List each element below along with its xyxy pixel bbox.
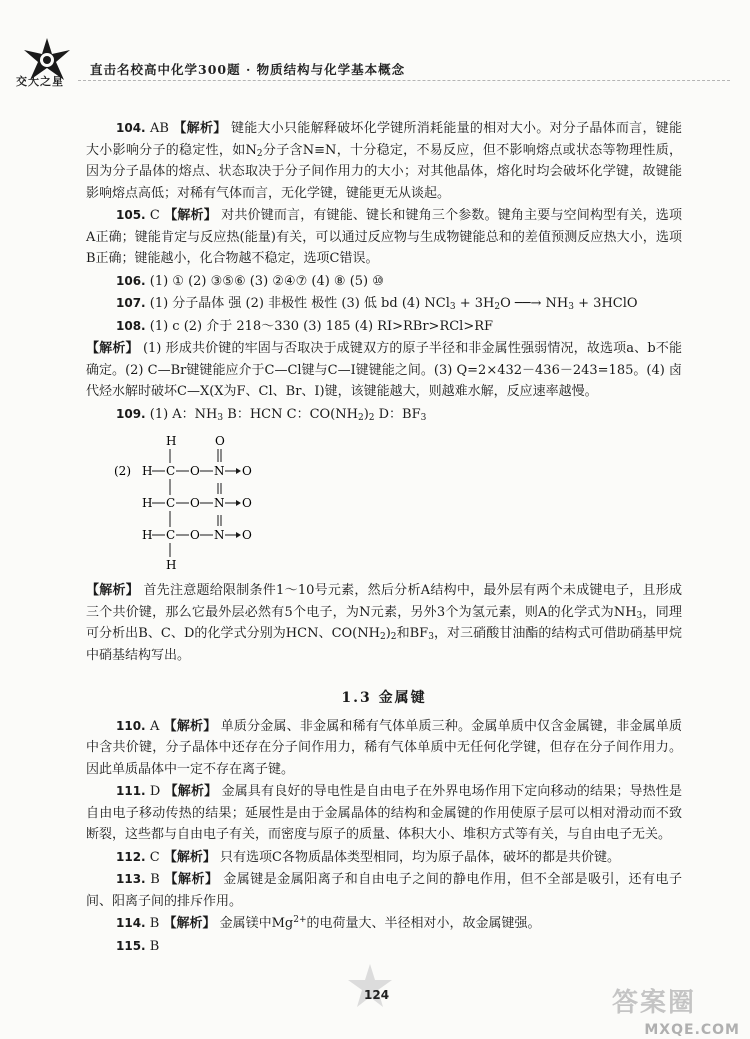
atom-h-bottom: H	[166, 558, 177, 572]
analysis-108: 【解析】 (1) 形成共价键的牢固与否取决于成键双方的原子半径和非金属性强弱情况，故选项a、b不能确定。(2) C—Br键键能应介于C—Cl键与C—I键键能之间。(3) Q=2×432－436－243=185。(4) 卤代烃水解时破坏C—X(X为F、Cl、Br、I)键，该键能越大，则越难水解，反应速率越慢。	[86, 341, 682, 399]
page-number-star-icon	[346, 962, 394, 1010]
atom-o-3b: O	[242, 528, 252, 542]
atom-o-1b: O	[242, 464, 252, 478]
atom-o-3: O	[190, 528, 200, 542]
watermark	[600, 982, 740, 1038]
question-110: 110. A 【解析】 单质分金属、非金属和稀有气体单质三种。金属单质中仅含金属键，非金属单质中含共价键，分子晶体中还存在分子间作用力，稀有气体单质中无任何化学键，但存在分子间作用力。因此单质晶体中一定不存在离子键。	[86, 718, 682, 777]
question-115: 115. B	[116, 938, 160, 954]
structure-diagram	[86, 427, 386, 572]
page-content	[86, 118, 682, 958]
atom-n-1: N	[214, 464, 225, 478]
atom-c-1: C	[166, 464, 176, 478]
atom-n-2: N	[214, 496, 225, 510]
page-header	[0, 0, 750, 100]
question-112: 112. C 【解析】 只有选项C各物质晶体类型相同，均为原子晶体，破坏的都是共价键。	[116, 849, 620, 865]
atom-c-2: C	[166, 496, 176, 510]
watermark-text: MXQE.COM	[644, 1022, 740, 1038]
part2-label: (2)	[114, 464, 131, 478]
question-105: 105. C 【解析】 对共价键而言，有键能、键长和键角三个参数。键角主要与空间构型有关，选项A正确；键能肯定与反应热(能量)有关，可以通过反应物与生成物键能总和的差值预测反应热大小，选项B正确；键能越小，化合物越不稳定，选项C错误。	[86, 208, 682, 266]
atom-o-2b: O	[242, 496, 252, 510]
header-divider	[78, 80, 730, 81]
atom-h-top: H	[166, 434, 177, 448]
atom-c-3: C	[166, 528, 176, 542]
nitroglycerin-structure	[86, 427, 682, 572]
question-108: 108. (1) c (2) 介于 218～330 (3) 185 (4) RI>RBr>RCl>RF	[116, 318, 494, 334]
atom-o-2: O	[190, 496, 200, 510]
page-number: 124	[364, 988, 390, 1002]
question-104: 104. AB 【解析】 键能大小只能解释破坏化学键所消耗能量的相对大小。对分子晶体而言，键能大小影响分子的稳定性，如$N_2$分子含N≡N，十分稳定，不易反应，但不影响熔点或状态等物理性质，因为分子晶体的熔点、状态取决于分子间作用力的大小；对其他晶体，熔化时均会破坏化学键，故键能影响熔点高低；对稀有气体而言，无化学键，键能更无从谈起。	[86, 121, 683, 201]
analysis-109: 【解析】 首先注意题给限制条件1～10号元素，然后分析A结构中，最外层有两个未成键电子，且形成三个共价键，那么它最外层必然有5个电子，为N元素，另外3个为氢元素，则A的化学式为$NH_3$，同理可分析出B、C、D的化学式分别为HCN、$CO(NH_2)_2$和$BF_3$，对三硝酸甘油酯的结构式可借助硝基甲烷中硝基结构写出。	[86, 583, 683, 663]
atom-h-2: H	[142, 496, 153, 510]
logo-text: 交大之星	[16, 75, 64, 88]
question-114: 114. B 【解析】 金属镁中$Mg^{2+}$的电荷量大、半径相对小，故金属键强。	[116, 915, 541, 931]
question-111: 111. D 【解析】 金属具有良好的导电性是自由电子在外界电场作用下定向移动的结果；导热性是自由电子移动传热的结果；延展性是由于金属晶体的结构和金属键的作用使原子层可以相对滑动而不致断裂，这些都与自由电子有关，而密度与原子的质量、体积大小、堆积方式等有关，与自由电子无关。	[86, 784, 682, 842]
watermark-logo: 答案圈	[612, 988, 697, 1018]
atom-o-1a: O	[215, 434, 225, 448]
atom-n-3: N	[214, 528, 225, 542]
atom-h-3: H	[142, 528, 153, 542]
question-107: 107. (1) 分子晶体 强 (2) 非极性 极性 (3) 低 bd (4) $NCl_3 + 3H_2O$ ──→ $NH_3$ + 3HClO	[116, 296, 638, 312]
question-109: 109. (1) A：$NH_3$ B：HCN C：$CO(NH_2)_2$ D：$BF_3$	[116, 406, 427, 423]
question-106: 106. (1) ① (2) ③⑤⑥ (3) ②④⑦ (4) ⑧ (5) ⑩	[116, 273, 384, 289]
section-title: 1.3 金属键	[341, 690, 427, 706]
book-title: 直击名校高中化学300题 · 物质结构与化学基本概念	[90, 62, 406, 77]
question-113: 113. B 【解析】 金属键是金属阳离子和自由电子之间的静电作用，但不全部是吸引，还有电子间、阳离子间的排斥作用。	[86, 872, 682, 909]
atom-o-1: O	[190, 464, 200, 478]
atom-h-1: H	[142, 464, 153, 478]
